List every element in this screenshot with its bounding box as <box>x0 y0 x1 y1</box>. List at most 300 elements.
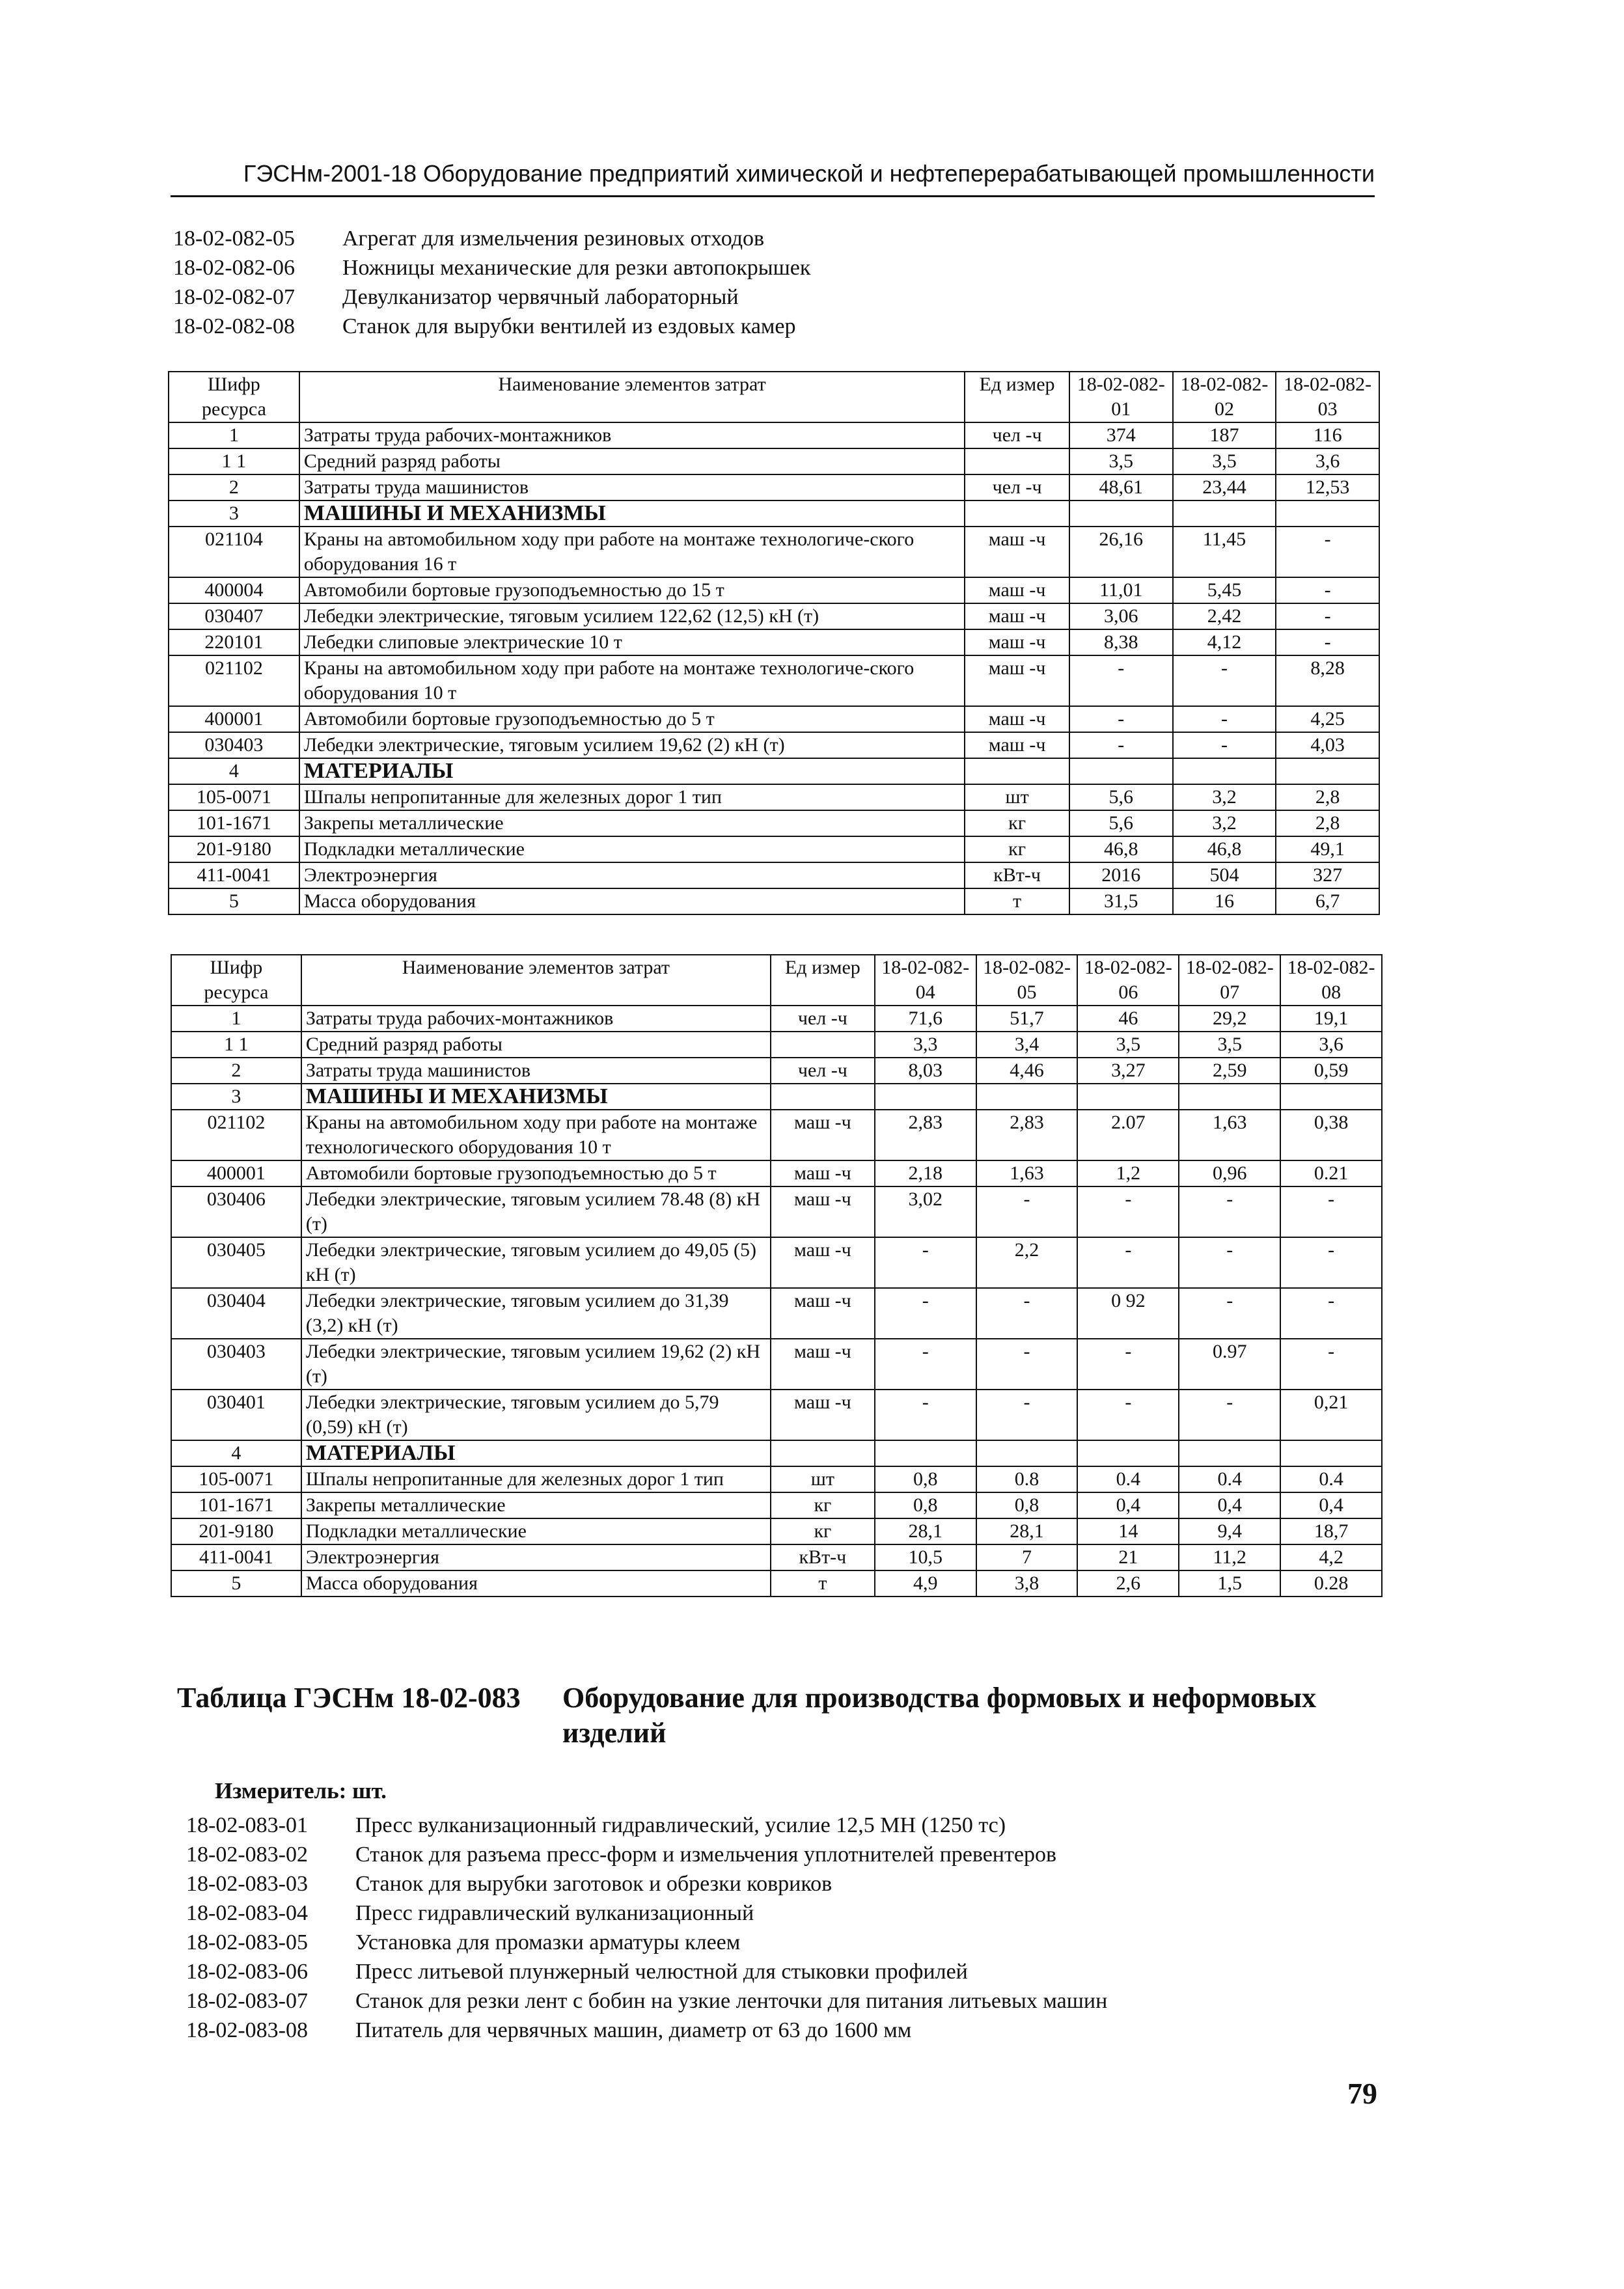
cell-value: 21 <box>1077 1544 1179 1570</box>
cell-value: 9,4 <box>1179 1518 1280 1544</box>
cell-code: 1 1 <box>171 1032 301 1058</box>
cell-value: 3,5 <box>1173 448 1276 474</box>
top-code-list <box>173 224 810 341</box>
cell-code: 411-0041 <box>171 1544 301 1570</box>
item-code: 18-02-083-01 <box>186 1813 308 1837</box>
cell-value <box>1276 758 1379 784</box>
code-list-item <box>173 224 810 253</box>
item-code: 18-02-083-02 <box>186 1843 308 1867</box>
cell-unit: кВт-ч <box>965 862 1069 888</box>
cell-unit <box>965 500 1069 527</box>
cell-value: 3,5 <box>1077 1032 1179 1058</box>
cell-value: 49,1 <box>1276 836 1379 862</box>
item-name: Агрегат для измельчения резиновых отходов <box>342 226 765 251</box>
cell-name: Лебедки слиповые электрические 10 т <box>299 629 965 655</box>
cell-value: 4,9 <box>875 1570 976 1597</box>
cell-value: - <box>1077 1237 1179 1288</box>
cell-code: 101-1671 <box>171 1492 301 1518</box>
cell-code: 201-9180 <box>169 836 299 862</box>
cell-value: 3,2 <box>1173 784 1276 810</box>
table-row <box>171 1492 1382 1518</box>
code-list-item <box>186 1811 1107 1840</box>
cell-value: 10,5 <box>875 1544 976 1570</box>
cell-code: 411-0041 <box>169 862 299 888</box>
table-row <box>171 1466 1382 1492</box>
cell-code: 021104 <box>169 527 299 577</box>
cell-value <box>1173 758 1276 784</box>
cell-value: 4,46 <box>976 1058 1078 1084</box>
item-code: 18-02-082-08 <box>173 314 295 338</box>
cell-value <box>1179 1084 1280 1110</box>
cell-code: 4 <box>171 1440 301 1466</box>
cell-unit: шт <box>771 1466 875 1492</box>
cell-unit: т <box>965 888 1069 914</box>
cell-value <box>1069 758 1173 784</box>
cell-value: - <box>1276 629 1379 655</box>
cell-value: 28,1 <box>976 1518 1078 1544</box>
code-list-item <box>186 1957 1107 1986</box>
cell-value: 6,7 <box>1276 888 1379 914</box>
cell-value: 2016 <box>1069 862 1173 888</box>
cell-value <box>1173 500 1276 527</box>
cell-value: 0.4 <box>1179 1466 1280 1492</box>
cell-value: 8,03 <box>875 1058 976 1084</box>
measurement-unit: Измеритель: шт. <box>215 1778 387 1803</box>
header-rule <box>171 195 1375 197</box>
cell-value: 0,59 <box>1280 1058 1382 1084</box>
cell-code: 201-9180 <box>171 1518 301 1544</box>
cell-value: 5,45 <box>1173 577 1276 603</box>
cell-name: Лебедки электрические, тяговым усилием до 31,39 (3,2) кН (т) <box>301 1288 771 1339</box>
cell-unit: чел -ч <box>771 1006 875 1032</box>
cell-unit: кВт-ч <box>771 1544 875 1570</box>
table-row <box>169 655 1379 706</box>
cell-value: 0,4 <box>1077 1492 1179 1518</box>
table-row <box>171 1339 1382 1390</box>
cell-value: - <box>1069 655 1173 706</box>
table-row <box>171 1058 1382 1084</box>
header-cost-elements: Наименование элементов затрат <box>301 955 771 1006</box>
code-list-item <box>173 282 810 312</box>
header-unit: Ед измер <box>771 955 875 1006</box>
code-list-item <box>186 1928 1107 1957</box>
table-row <box>169 784 1379 810</box>
header-col: 18-02-082-07 <box>1179 955 1280 1006</box>
table-name: Оборудование для производства формовых и неформовых изделий <box>562 1682 1316 1749</box>
cell-value: 26,16 <box>1069 527 1173 577</box>
cell-value: - <box>875 1288 976 1339</box>
cell-unit: маш -ч <box>771 1160 875 1186</box>
cell-value: 327 <box>1276 862 1379 888</box>
cell-value: 0,38 <box>1280 1110 1382 1160</box>
cell-value <box>1069 500 1173 527</box>
cell-unit: маш -ч <box>965 603 1069 629</box>
cell-value: 0,4 <box>1280 1492 1382 1518</box>
cell-value: 2,59 <box>1179 1058 1280 1084</box>
cell-value: 19,1 <box>1280 1006 1382 1032</box>
cell-name: Закрепы металлические <box>299 810 965 836</box>
cell-unit: маш -ч <box>771 1288 875 1339</box>
cell-unit: маш -ч <box>965 629 1069 655</box>
cell-value: 504 <box>1173 862 1276 888</box>
cell-value: 2,18 <box>875 1160 976 1186</box>
table-row <box>171 1237 1382 1288</box>
cell-value: 3,02 <box>875 1186 976 1237</box>
cell-value: 11,01 <box>1069 577 1173 603</box>
cell-unit: маш -ч <box>771 1237 875 1288</box>
cell-value: 4,03 <box>1276 732 1379 758</box>
cell-name: Лебедки электрические, тяговым усилием до 5,79 (0,59) кН (т) <box>301 1390 771 1440</box>
cell-unit <box>771 1440 875 1466</box>
cell-value: 4,25 <box>1276 706 1379 732</box>
cell-value: - <box>1173 655 1276 706</box>
cell-value: - <box>1280 1288 1382 1339</box>
cell-value <box>1077 1440 1179 1466</box>
table-row <box>171 1110 1382 1160</box>
table-row <box>171 1390 1382 1440</box>
table-row <box>171 1518 1382 1544</box>
cell-name: Лебедки электрические, тяговым усилием 19,62 (2) кН (т) <box>299 732 965 758</box>
header-col: 18-02-082-01 <box>1069 372 1173 422</box>
item-name: Станок для вырубки вентилей из ездовых камер <box>342 314 796 338</box>
cell-value: - <box>1179 1390 1280 1440</box>
cell-value <box>875 1440 976 1466</box>
cell-value: - <box>1280 1186 1382 1237</box>
cell-value: 3,06 <box>1069 603 1173 629</box>
cell-value: - <box>1173 732 1276 758</box>
header-resource-code: Шифр ресурса <box>169 372 299 422</box>
cell-unit <box>965 448 1069 474</box>
cell-value: 374 <box>1069 422 1173 448</box>
cell-value: 1,2 <box>1077 1160 1179 1186</box>
code-list-item <box>173 253 810 282</box>
header-col: 18-02-082-02 <box>1173 372 1276 422</box>
cell-value: 8,38 <box>1069 629 1173 655</box>
cell-name: Лебедки электрические, тяговым усилием 78.48 (8) кН (т) <box>301 1186 771 1237</box>
cell-unit: кг <box>771 1518 875 1544</box>
cell-name: Лебедки электрические, тяговым усилием 19,62 (2) кН (т) <box>301 1339 771 1390</box>
cell-value <box>1280 1440 1382 1466</box>
item-name: Пресс гидравлический вулканизационный <box>355 1901 754 1925</box>
cell-value: - <box>1179 1186 1280 1237</box>
cell-value: 2,83 <box>976 1110 1078 1160</box>
cell-code: 400004 <box>169 577 299 603</box>
header-resource-code: Шифр ресурса <box>171 955 301 1006</box>
cell-value: 2.07 <box>1077 1110 1179 1160</box>
code-list-item <box>186 2016 1107 2045</box>
cell-unit <box>771 1032 875 1058</box>
cell-code: 030403 <box>171 1339 301 1390</box>
code-list-item <box>186 1869 1107 1898</box>
cell-value: - <box>1069 732 1173 758</box>
cell-value: - <box>1069 706 1173 732</box>
cell-name: Краны на автомобильном ходу при работе на монтаже технологического оборудования 10 т <box>301 1110 771 1160</box>
cell-name: Шпалы непропитанные для железных дорог 1 тип <box>301 1466 771 1492</box>
cell-name: Затраты труда рабочих-монтажников <box>299 422 965 448</box>
cell-value: 18,7 <box>1280 1518 1382 1544</box>
cell-name: Шпалы непропитанные для железных дорог 1 тип <box>299 784 965 810</box>
header-col: 18-02-082-08 <box>1280 955 1382 1006</box>
cell-value: 0.4 <box>1077 1466 1179 1492</box>
cell-unit: т <box>771 1570 875 1597</box>
page-header: ГЭСНм-2001-18 Оборудование предприятий химической и нефтеперерабатывающей промышленности <box>243 160 1375 187</box>
cell-code: 030403 <box>169 732 299 758</box>
cell-value: 3,6 <box>1276 448 1379 474</box>
code-list-item <box>186 1840 1107 1869</box>
cell-name: Затраты труда машинистов <box>301 1058 771 1084</box>
cell-value: - <box>1276 603 1379 629</box>
cell-value: 2,6 <box>1077 1570 1179 1597</box>
cell-value: 0.28 <box>1280 1570 1382 1597</box>
cell-code: 2 <box>169 474 299 500</box>
cell-code: 400001 <box>169 706 299 732</box>
cell-value: 3,6 <box>1280 1032 1382 1058</box>
item-code: 18-02-082-07 <box>173 285 295 309</box>
cell-name: Лебедки электрические, тяговым усилием 122,62 (12,5) кН (т) <box>299 603 965 629</box>
cell-value: 3,5 <box>1069 448 1173 474</box>
cell-unit: маш -ч <box>771 1110 875 1160</box>
cell-code: 030407 <box>169 603 299 629</box>
cell-value: 0,4 <box>1179 1492 1280 1518</box>
cell-unit <box>771 1084 875 1110</box>
cell-value: 51,7 <box>976 1006 1078 1032</box>
cell-value: 46,8 <box>1173 836 1276 862</box>
cell-value: 1,63 <box>976 1160 1078 1186</box>
table-row <box>169 448 1379 474</box>
item-name: Питатель для червячных машин, диаметр от 63 до 1600 мм <box>355 2018 912 2042</box>
table-row <box>169 862 1379 888</box>
section-row <box>169 758 1379 784</box>
table-title <box>177 1680 1396 1751</box>
cell-code: 030404 <box>171 1288 301 1339</box>
table-row <box>169 577 1379 603</box>
header-col: 18-02-082-04 <box>875 955 976 1006</box>
cell-unit <box>965 758 1069 784</box>
cell-value <box>875 1084 976 1110</box>
cell-code: 3 <box>169 500 299 527</box>
cell-value: 29,2 <box>1179 1006 1280 1032</box>
cell-name: Масса оборудования <box>301 1570 771 1597</box>
cell-value <box>976 1440 1078 1466</box>
table-row <box>169 810 1379 836</box>
cell-name: Автомобили бортовые грузоподъемностью до 5 т <box>301 1160 771 1186</box>
cell-value: 71,6 <box>875 1006 976 1032</box>
cell-value: 187 <box>1173 422 1276 448</box>
cell-value: 0,21 <box>1280 1390 1382 1440</box>
cell-name: Затраты труда рабочих-монтажников <box>301 1006 771 1032</box>
cell-code: 021102 <box>169 655 299 706</box>
cell-value: 0.4 <box>1280 1466 1382 1492</box>
cell-value: 0.21 <box>1280 1160 1382 1186</box>
cell-name: Автомобили бортовые грузоподъемностью до 15 т <box>299 577 965 603</box>
cell-value: 2,42 <box>1173 603 1276 629</box>
cell-code: 030406 <box>171 1186 301 1237</box>
cell-code: 021102 <box>171 1110 301 1160</box>
cell-unit: чел -ч <box>965 474 1069 500</box>
header-cost-elements: Наименование элементов затрат <box>299 372 965 422</box>
cell-name: Закрепы металлические <box>301 1492 771 1518</box>
cell-value: 2,2 <box>976 1237 1078 1288</box>
item-code: 18-02-083-08 <box>186 2018 308 2042</box>
cell-name: МАТЕРИАЛЫ <box>301 1440 771 1466</box>
cell-value: 0.97 <box>1179 1339 1280 1390</box>
cell-value: - <box>1077 1339 1179 1390</box>
cell-code: 1 <box>169 422 299 448</box>
table-row <box>169 603 1379 629</box>
code-list-item <box>186 1986 1107 2016</box>
cell-value: 0.8 <box>976 1466 1078 1492</box>
item-code: 18-02-083-04 <box>186 1901 308 1925</box>
table-row <box>171 1160 1382 1186</box>
cell-name: Краны на автомобильном ходу при работе на монтаже технологиче-ского оборудования 10 т <box>299 655 965 706</box>
cell-value: 116 <box>1276 422 1379 448</box>
cell-unit: маш -ч <box>771 1390 875 1440</box>
header-unit: Ед измер <box>965 372 1069 422</box>
cell-value: 46,8 <box>1069 836 1173 862</box>
cell-value: - <box>1276 577 1379 603</box>
cell-unit: маш -ч <box>965 732 1069 758</box>
cell-value: - <box>1077 1186 1179 1237</box>
cell-code: 220101 <box>169 629 299 655</box>
table-row <box>169 836 1379 862</box>
cell-code: 101-1671 <box>169 810 299 836</box>
item-code: 18-02-083-07 <box>186 1989 308 2013</box>
header-col: 18-02-082-03 <box>1276 372 1379 422</box>
cell-code: 1 <box>171 1006 301 1032</box>
item-code: 18-02-082-05 <box>173 226 295 251</box>
item-name: Станок для вырубки заготовок и обрезки ковриков <box>355 1872 833 1896</box>
cell-value <box>1179 1440 1280 1466</box>
cell-unit: маш -ч <box>771 1186 875 1237</box>
table-row <box>171 1570 1382 1597</box>
cell-value: 2,8 <box>1276 784 1379 810</box>
cell-value: - <box>1077 1390 1179 1440</box>
cell-code: 4 <box>169 758 299 784</box>
cell-value: 3,8 <box>976 1570 1078 1597</box>
cell-value: 11,45 <box>1173 527 1276 577</box>
cell-value: 0,8 <box>875 1492 976 1518</box>
cell-value: - <box>1173 706 1276 732</box>
cell-value: 28,1 <box>875 1518 976 1544</box>
cell-value: - <box>875 1390 976 1440</box>
table-row <box>171 1288 1382 1339</box>
cell-value: - <box>976 1288 1078 1339</box>
cell-name: Средний разряд работы <box>299 448 965 474</box>
header-col: 18-02-082-06 <box>1077 955 1179 1006</box>
table-row <box>169 422 1379 448</box>
cell-value: 8,28 <box>1276 655 1379 706</box>
cell-value: 5,6 <box>1069 784 1173 810</box>
cell-unit: шт <box>965 784 1069 810</box>
item-code: 18-02-083-05 <box>186 1930 308 1954</box>
item-name: Станок для резки лент с бобин на узкие ленточки для питания литьевых машин <box>355 1989 1108 2013</box>
cell-value: - <box>976 1186 1078 1237</box>
cell-unit: маш -ч <box>965 655 1069 706</box>
cell-unit: маш -ч <box>965 706 1069 732</box>
cell-unit: кг <box>965 810 1069 836</box>
cell-code: 5 <box>171 1570 301 1597</box>
cell-value: 3,3 <box>875 1032 976 1058</box>
cell-value: 2,8 <box>1276 810 1379 836</box>
cell-value: 16 <box>1173 888 1276 914</box>
cell-value: 12,53 <box>1276 474 1379 500</box>
cell-name: Лебедки электрические, тяговым усилием до 49,05 (5) кН (т) <box>301 1237 771 1288</box>
section-row <box>171 1440 1382 1466</box>
cell-value: - <box>976 1390 1078 1440</box>
table-number: Таблица ГЭСНм 18-02-083 <box>177 1682 521 1714</box>
cell-name: Краны на автомобильном ходу при работе на монтаже технологиче-ского оборудования 16 т <box>299 527 965 577</box>
cell-unit: чел -ч <box>771 1058 875 1084</box>
cell-value <box>1077 1084 1179 1110</box>
item-name: Пресс литьевой плунжерный челюстной для стыковки профилей <box>355 1960 968 1984</box>
cell-value: 7 <box>976 1544 1078 1570</box>
table-row <box>171 1032 1382 1058</box>
cell-name: МАШИНЫ И МЕХАНИЗМЫ <box>299 500 965 527</box>
bottom-code-list <box>186 1811 1107 2045</box>
table-row <box>169 706 1379 732</box>
cell-value: - <box>1276 527 1379 577</box>
cell-unit: маш -ч <box>771 1339 875 1390</box>
cell-unit: маш -ч <box>965 527 1069 577</box>
section-row <box>171 1084 1382 1110</box>
item-code: 18-02-083-03 <box>186 1872 308 1896</box>
cell-code: 3 <box>171 1084 301 1110</box>
cell-code: 030401 <box>171 1390 301 1440</box>
page-number: 79 <box>1347 2077 1377 2110</box>
item-code: 18-02-082-06 <box>173 256 295 280</box>
cell-value: 4,2 <box>1280 1544 1382 1570</box>
cell-value: 3,5 <box>1179 1032 1280 1058</box>
cell-name: Подкладки металлические <box>299 836 965 862</box>
cell-value: - <box>1179 1288 1280 1339</box>
item-name: Станок для разъема пресс-форм и измельчения уплотнителей превентеров <box>355 1843 1057 1867</box>
cell-value: 4,12 <box>1173 629 1276 655</box>
item-name: Девулканизатор червячный лабораторный <box>342 285 739 309</box>
item-name: Установка для промазки арматуры клеем <box>355 1930 741 1954</box>
cell-value: - <box>1280 1237 1382 1288</box>
cell-value <box>1280 1084 1382 1110</box>
cell-value: - <box>875 1237 976 1288</box>
cell-value: 5,6 <box>1069 810 1173 836</box>
cell-value: 11,2 <box>1179 1544 1280 1570</box>
cell-value: 2,83 <box>875 1110 976 1160</box>
table-row <box>171 1186 1382 1237</box>
resource-table-2 <box>171 954 1383 1597</box>
cell-value: - <box>875 1339 976 1390</box>
header-col: 18-02-082-05 <box>976 955 1078 1006</box>
table-row <box>169 629 1379 655</box>
item-code: 18-02-083-06 <box>186 1960 308 1984</box>
cell-value: 0,8 <box>875 1466 976 1492</box>
cell-name: Затраты труда машинистов <box>299 474 965 500</box>
cell-name: Электроэнергия <box>301 1544 771 1570</box>
cell-code: 105-0071 <box>171 1466 301 1492</box>
cell-value: 31,5 <box>1069 888 1173 914</box>
cell-value: 0,96 <box>1179 1160 1280 1186</box>
cell-value: - <box>976 1339 1078 1390</box>
cell-value: 48,61 <box>1069 474 1173 500</box>
cell-name: Подкладки металлические <box>301 1518 771 1544</box>
cell-code: 030405 <box>171 1237 301 1288</box>
cell-value <box>976 1084 1078 1110</box>
cell-value: - <box>1179 1237 1280 1288</box>
table-row <box>169 527 1379 577</box>
cell-code: 1 1 <box>169 448 299 474</box>
section-row <box>169 500 1379 527</box>
cell-code: 105-0071 <box>169 784 299 810</box>
cell-value: 23,44 <box>1173 474 1276 500</box>
code-list-item <box>173 312 810 341</box>
